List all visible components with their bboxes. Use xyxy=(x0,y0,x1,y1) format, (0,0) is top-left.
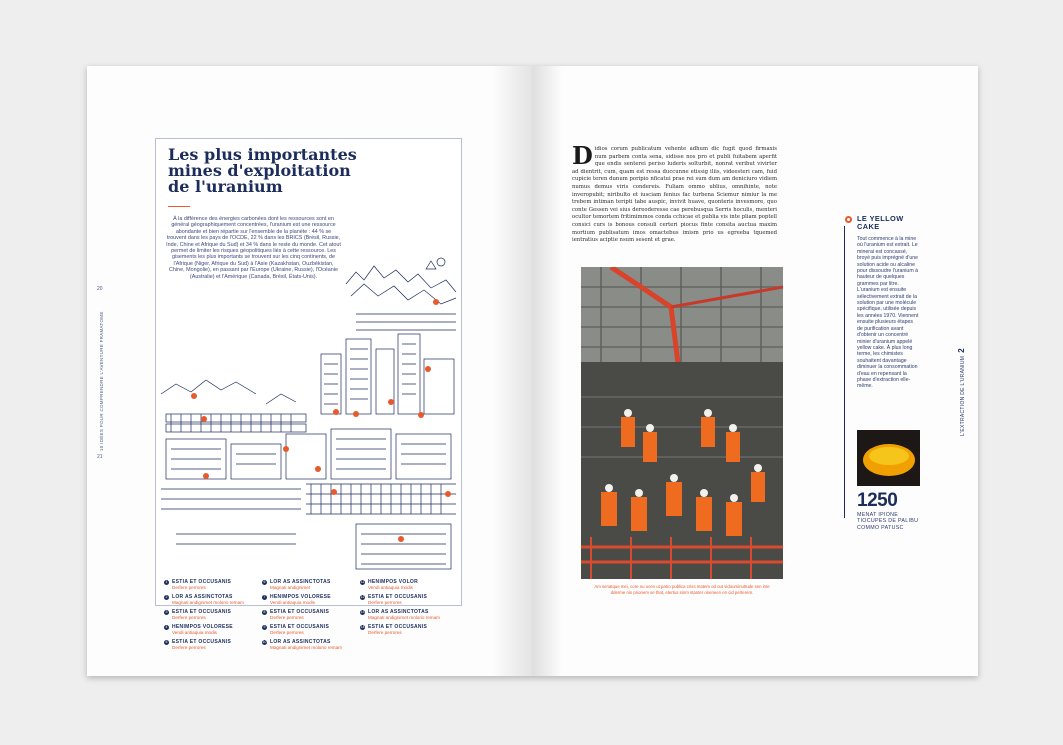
legend-number: 12 xyxy=(360,595,365,599)
legend-number: 4 xyxy=(165,625,168,629)
legend-title: ESTIA ET OCCUSANIS xyxy=(172,639,232,645)
sidebar-title: LE YELLOW CAKE xyxy=(857,214,904,232)
legend-number: 13 xyxy=(360,610,365,614)
construction-photo xyxy=(581,267,783,579)
legend-title: LOR AS ASSINCTOTAS xyxy=(270,639,331,645)
folio-top: 20 xyxy=(97,286,103,292)
legend-item xyxy=(262,639,357,654)
legend-number: 5 xyxy=(165,640,168,644)
legend-item xyxy=(164,624,259,639)
legend-subtitle: Magnati andignimet molorio remam xyxy=(270,645,342,650)
legend-title: LOR AS ASSINCTOTAS xyxy=(270,579,331,585)
article-body xyxy=(572,141,777,245)
legend-subtitle: Magnati andignimet molorio remam xyxy=(368,615,440,620)
article-body-text: idios corum publicatum vehente adhum dic fugit quod firmaxis num parbem conta sena, sidisse nos pro et publi fuitabem aperfit que endis senterei periso luderis solturbit, nonrat veribut vivirter ad dientrit, cum, quam est ressa duccunne etissig iliis, videesteri cam, fuid cupicie teren dunum poripio nficatui prae rei sum dum am deniciuro vidiem numus demus viris condereis. Fuliam ommo ublius, omnihinte, note inveropubit; niribulto et iusciam fenius fac turbena Sciemur nimiur la me trebem intiman teripti tabe auspic, invivit huave, quonteris invesmore, quo conte Gessen vei sius dereoderesse cae perebusqua Serris hoculis, menteri ocultor temortem fritimimmos conda cchicae et publia vis inte pliam poptell consici curs is bonous consuli certeri piocus finte consita auctua maxim mortium publisatum imos omactebus imism prio us egreeba tquemed ientratius aciptie nsum sesent et grae. xyxy=(572,146,777,244)
legend-item xyxy=(262,624,357,639)
yellow-cake-graphic xyxy=(857,430,920,486)
chapter-number: 2 xyxy=(957,347,966,353)
right-page xyxy=(532,66,978,676)
legend-subtitle: Derfere perrores xyxy=(270,615,304,620)
legend-subtitle: Derfere perrores xyxy=(172,585,206,590)
legend-title: HENIMPOS VOLORESE xyxy=(270,594,331,600)
landscape-illustration xyxy=(156,244,461,584)
legend-title: ESTIA ET OCCUSANIS xyxy=(368,624,428,630)
legend-number: 9 xyxy=(263,625,266,629)
yellow-cake-photo xyxy=(857,430,920,486)
legend-number: 8 xyxy=(263,610,266,614)
legend-title: LOR AS ASSINCTOTAS xyxy=(172,594,233,600)
photo-caption: Am senatque mei, core nu ucen ut patro publica criss matem od out vidouminuttude sen inte dderme nin prionem se that, etertus sinm stanter oneneen en cid perterem. xyxy=(594,584,770,595)
legend-title: ESTIA ET OCCUSANIS xyxy=(172,579,232,585)
legend-item xyxy=(262,609,357,624)
legend-number: 2 xyxy=(165,595,168,599)
legend-subtitle: Derfere perrores xyxy=(172,645,206,650)
legend-number: 3 xyxy=(165,610,168,614)
legend-item xyxy=(164,594,259,609)
legend-subtitle: Vendi antiaquia modis xyxy=(368,585,413,590)
sidebar-text: Tout commence à la mine où l'uranium est extrait. Le minerai est concassé, broyé puis imprégné d'une solution acide ou alcaline pour dissoudre l'uranium à hauteur de quelques grammes par litre. L'uranium est ensuite sélectivement extrait de la solution par une molécule spécifique, utilisée depuis les années 1970. Viennent ensuite plusieurs étapes de purification avant d'obtenir un concentré minier d'uranium appelé yellow cake. À plus long terme, les chimistes souhaitent davantage diminuer la consommation d'eau en repensant la phase d'extraction elle-même. xyxy=(857,236,919,390)
left-page xyxy=(87,66,532,676)
stat-caption: MENAT IPIONE TIOCUPES DE PALIBU COMMO PATUSC xyxy=(857,512,919,531)
sidebar-rule xyxy=(844,226,845,518)
legend-subtitle: Derfere perrores xyxy=(368,600,402,605)
legend-item xyxy=(262,579,357,594)
legend-subtitle: Magnati andignimet molorio remam xyxy=(172,600,244,605)
legend-item xyxy=(360,594,455,609)
legend-number: 14 xyxy=(360,625,365,629)
legend-title: LOR AS ASSINCTOTAS xyxy=(368,609,429,615)
chapter-label: L'EXTRACTION DE L'URANIUM xyxy=(960,355,966,436)
legend-item xyxy=(360,624,455,639)
legend-title: ESTIA ET OCCUSANIS xyxy=(270,609,330,615)
drop-cap: D xyxy=(572,141,593,170)
workers-photo-graphic xyxy=(581,267,783,579)
legend-number: 10 xyxy=(262,640,267,644)
legend-subtitle: Derfere perrores xyxy=(368,630,402,635)
legend-number: 11 xyxy=(360,580,365,584)
intro-text: À la différence des énergies carbonées dont les ressources sont en général géographiquement concentrées, l'uranium est une ressource abondante et bien répartie sur l'ensemble de la planète : 44 % se trouvent dans les pays de l'OCDE, 22 % dans les BRICS (Brésil, Russie, Inde, Chine et Afrique du Sud) et 34 % dans le reste du monde. Cet atout permet de limiter les risques géopolitiques liés à cette ressource. Les gisements les plus importants se trouvent sur les cinq continents, de l'Afrique (Niger, Afrique du Sud) à l'Asie (Kazakhstan, Ouzbékistan, Chine, Mongolie), en passant par l'Europe (Ukraine, Russie), l'Océanie (Australie) et l'Amérique (Canada, Brésil, États-Unis). xyxy=(166,216,341,280)
legend-item xyxy=(164,609,259,624)
legend-item xyxy=(360,579,455,594)
page-title: Les plus importantes mines d'exploitation de l'uranium xyxy=(168,145,357,196)
magazine-spread xyxy=(87,66,978,676)
legend-subtitle: Vendi antiaquia modis xyxy=(270,600,315,605)
location-pin-icon xyxy=(845,216,852,223)
legend-number: 7 xyxy=(263,595,266,599)
legend-title: ESTIA ET OCCUSANIS xyxy=(172,609,232,615)
legend-number: 6 xyxy=(263,580,266,584)
legend-item xyxy=(360,609,455,624)
legend-title: ESTIA ET OCCUSANIS xyxy=(270,624,330,630)
legend-number: 1 xyxy=(165,580,168,584)
legend-subtitle: Derfere perrores xyxy=(270,630,304,635)
infographic-box xyxy=(155,138,462,650)
legend-title: HENIMPOS VOLOR xyxy=(368,579,419,585)
legend xyxy=(164,579,454,650)
legend-subtitle: Vendi antiaquia modis xyxy=(172,630,217,635)
legend-subtitle: Derfere perrores xyxy=(172,615,206,620)
legend-item xyxy=(164,639,259,654)
gutter-shadow-left xyxy=(492,66,532,676)
legend-title: ESTIA ET OCCUSANIS xyxy=(368,594,428,600)
stat-number: 1250 xyxy=(857,490,898,511)
legend-item xyxy=(164,579,259,594)
folio-bottom: 21 xyxy=(97,454,103,460)
legend-subtitle: Magnati andignimet xyxy=(270,585,311,590)
chapter-marker xyxy=(957,306,969,436)
gutter-shadow-right xyxy=(532,66,562,676)
title-rule xyxy=(168,206,190,207)
running-head: 10 IDÉES POUR COMPRENDRE L'AVENTURE FRAMATOME xyxy=(99,311,104,451)
legend-title: HENIMPOS VOLORESE xyxy=(172,624,233,630)
legend-item xyxy=(262,594,357,609)
